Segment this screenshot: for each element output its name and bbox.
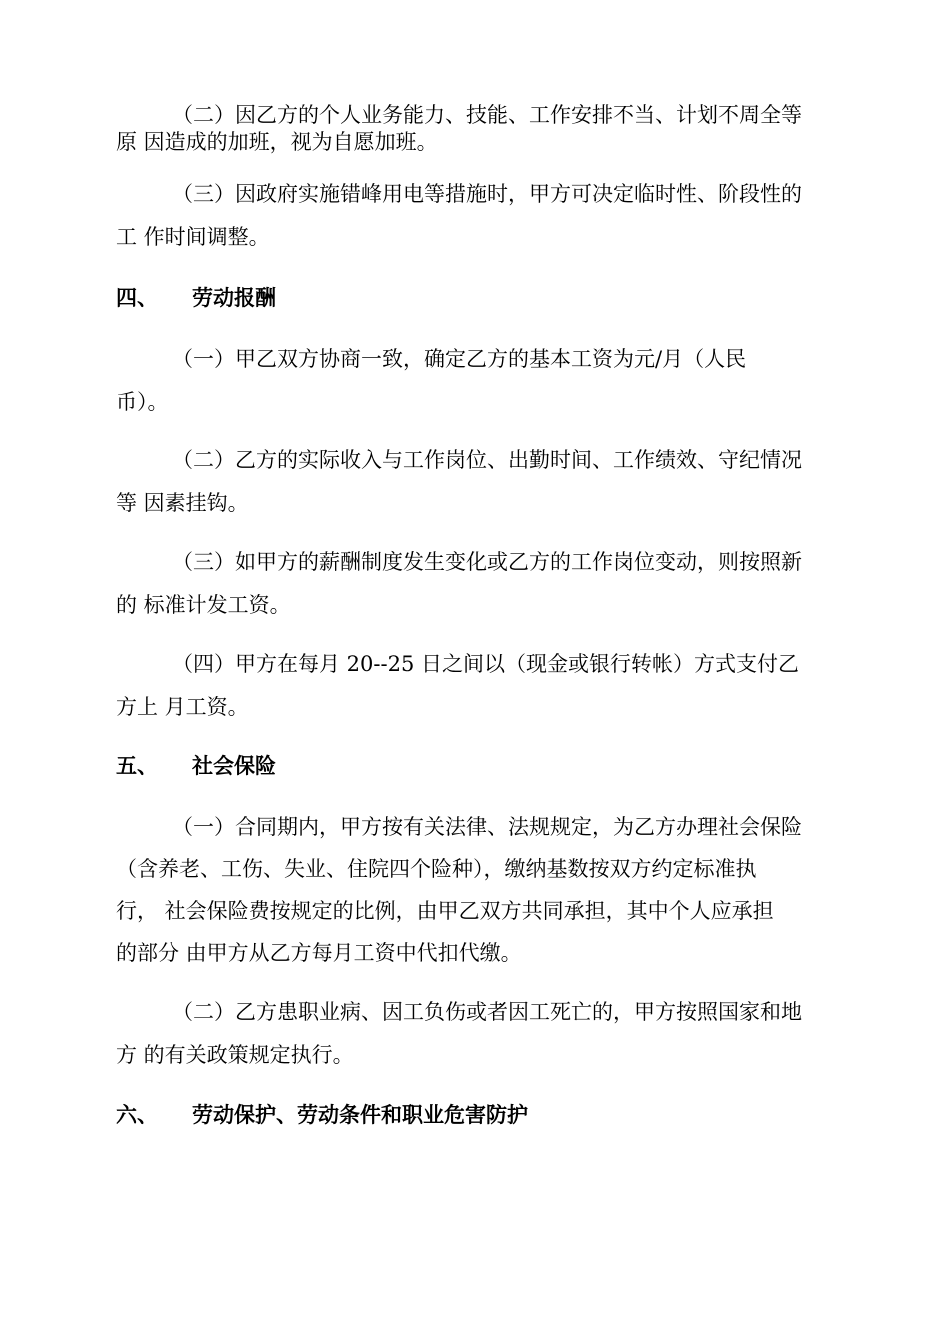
paragraph-line: （三）因政府实施错峰用电等措施时，甲方可决定临时性、阶段性的 [172, 182, 802, 206]
section-title: 劳动报酬 [192, 286, 276, 310]
paragraph-line: 的部分 由甲方从乙方每月工资中代扣代缴。 [116, 941, 522, 965]
section-title: 社会保险 [192, 754, 276, 778]
paragraph-line: （二）因乙方的个人业务能力、技能、工作安排不当、计划不周全等 [172, 103, 802, 127]
section-number: 六、 [116, 1103, 158, 1127]
paragraph-line: 等 因素挂钩。 [116, 491, 249, 515]
paragraph-line: 工 作时间调整。 [116, 225, 270, 249]
section-heading-5 [116, 752, 276, 780]
section-title: 劳动保护、劳动条件和职业危害防护 [192, 1103, 528, 1127]
paragraph-line: （二）乙方患职业病、因工负伤或者因工死亡的，甲方按照国家和地 [172, 1000, 802, 1024]
paragraph-line: （一）甲乙双方协商一致，确定乙方的基本工资为元/月（人民 [172, 347, 747, 371]
section-number: 五、 [116, 754, 158, 778]
section-number: 四、 [116, 286, 158, 310]
paragraph-line: 原 因造成的加班，视为自愿加班。 [116, 130, 438, 154]
paragraph-line: 方 的有关政策规定执行。 [116, 1043, 354, 1067]
paragraph-line: 币）。 [116, 390, 169, 414]
paragraph-line: 行， 社会保险费按规定的比例，由甲乙双方共同承担，其中个人应承担 [116, 899, 774, 923]
paragraph-line: 的 标准计发工资。 [116, 593, 291, 617]
section-heading-6 [116, 1101, 528, 1129]
paragraph-line: （含养老、工伤、失业、住院四个险种），缴纳基数按双方约定标准执 [116, 857, 757, 881]
section-heading-4 [116, 284, 276, 312]
paragraph-line: （四）甲方在每月 20--25 日之间以（现金或银行转帐）方式支付乙 [172, 652, 799, 676]
paragraph-line: （一）合同期内，甲方按有关法律、法规规定，为乙方办理社会保险 [172, 815, 802, 839]
paragraph-line: 方上 月工资。 [116, 695, 249, 719]
paragraph-line: （二）乙方的实际收入与工作岗位、出勤时间、工作绩效、守纪情况 [172, 448, 802, 472]
paragraph-line: （三）如甲方的薪酬制度发生变化或乙方的工作岗位变动，则按照新 [172, 550, 802, 574]
